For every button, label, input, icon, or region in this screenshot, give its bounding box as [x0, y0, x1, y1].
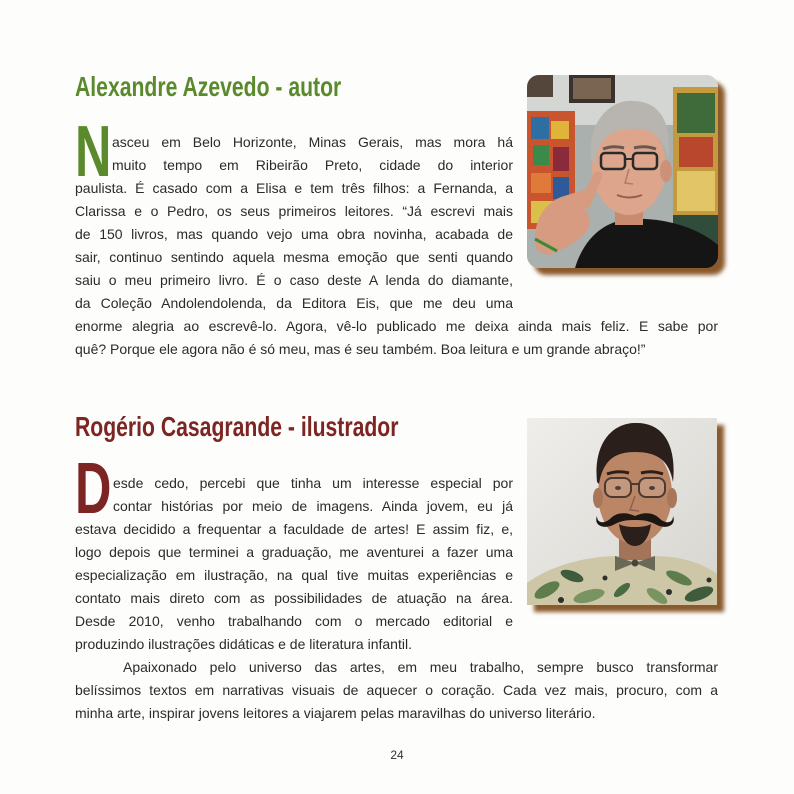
bio-line: belíssimos textos em narrativas visuais de aquecer o coração. Cada vez mais, procuro, com a [75, 682, 718, 698]
bio-line: especialização em ilustração, na qual tive muitas experiências e [75, 567, 513, 583]
bio-line: saiu o meu primeiro livro. É o caso deste A lenda do diamante, [75, 272, 513, 288]
bio-line: esde cedo, percebi que tinha um interesse especial por [113, 475, 513, 491]
drop-cap: D [75, 449, 112, 529]
drop-cap: N [75, 112, 112, 192]
author-heading: Alexandre Azevedo - autor [75, 71, 342, 102]
bio-line: asceu em Belo Horizonte, Minas Gerais, mas mora há [112, 134, 513, 150]
bio-line: Desde 2010, venho trabalhando com o mercado editorial e [75, 613, 513, 629]
page-number: 24 [390, 748, 404, 762]
bio-line: estava decidido a frequentar a faculdade de artes! E assim fiz, e, [75, 521, 513, 537]
bio-line: muito tempo em Ribeirão Preto, cidade do interior [112, 157, 513, 173]
author-bio [75, 131, 718, 361]
bio-line: sair, continuo sentindo aquela mesma emoção que senti quando [75, 249, 513, 265]
bio-line: da Coleção Andolendolenda, da Editora Eis, que me deu uma [75, 295, 513, 311]
bio-line: enorme alegria ao escrevê-lo. Agora, vê-lo publicado me deixa ainda mais feliz. E sabe por [75, 318, 718, 334]
bio-line: contato mais direto com as possibilidades de atuação na área. [75, 590, 513, 606]
bio-line: de 150 livros, mas quando vejo uma obra novinha, acabada de [75, 226, 513, 242]
bio-line: quê? Porque ele agora não é só meu, mas é seu também. Boa leitura e um grande abraço!” [75, 341, 646, 357]
bio-line: Clarissa e o Pedro, os seus primeiros leitores. “Já escrevi mais [75, 203, 513, 219]
bio-line: logo depois que terminei a graduação, me aventurei a fazer uma [75, 544, 513, 560]
bio-line: Apaixonado pelo universo das artes, em meu trabalho, sempre busco transformar [123, 659, 718, 675]
bio-line: produzindo ilustrações didáticas e de literatura infantil. [75, 636, 412, 652]
bio-line: contar histórias por meio de imagens. Ainda jovem, eu já [113, 498, 513, 514]
illustrator-bio [75, 472, 718, 725]
bio-line: paulista. É casado com a Elisa e tem três filhos: a Fernanda, a [75, 180, 513, 196]
illustrator-heading: Rogério Casagrande - ilustrador [75, 411, 399, 442]
bio-line: minha arte, inspirar jovens leitores a viajarem pelas maravilhas do universo literário. [75, 705, 596, 721]
